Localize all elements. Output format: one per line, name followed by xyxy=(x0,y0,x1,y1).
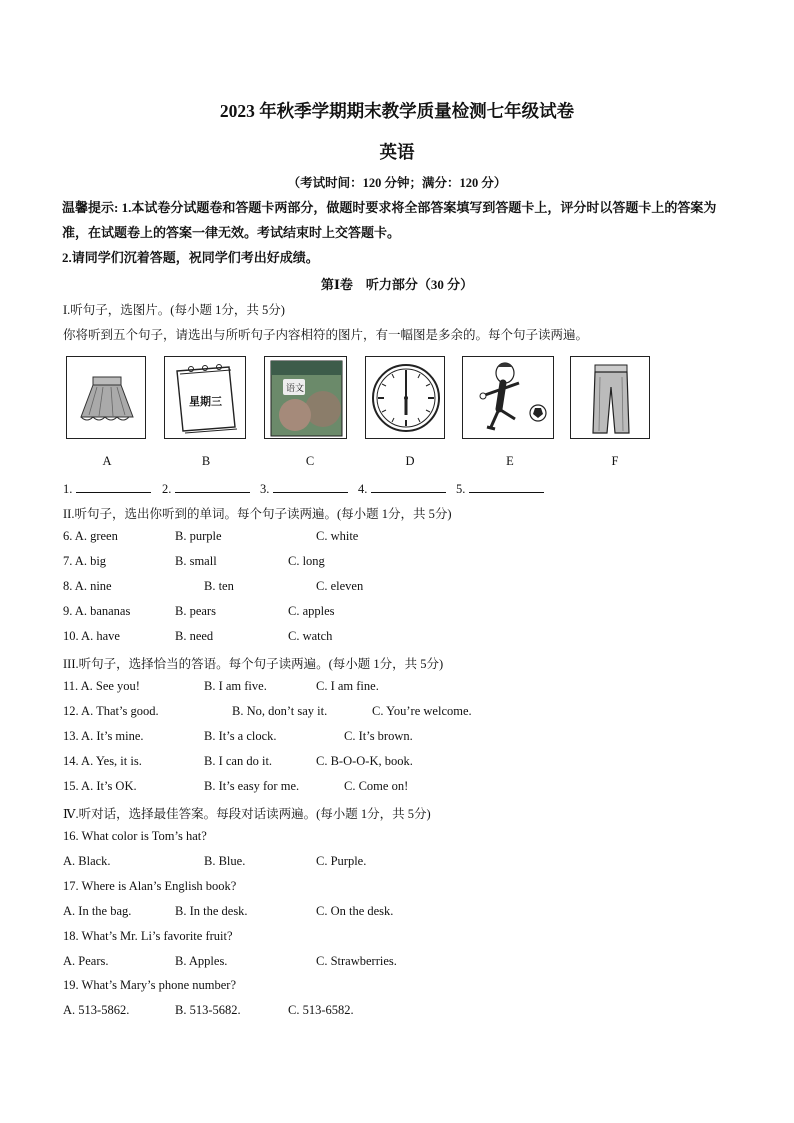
skirt-icon xyxy=(66,356,146,439)
option-a: 8. A. nine xyxy=(63,579,112,593)
question-17-text: 17. Where is Alan’s English book? xyxy=(63,879,237,893)
option-a: A. In the bag. xyxy=(63,904,132,918)
option-c: C. You’re welcome. xyxy=(372,704,472,718)
option-a: 6. A. green xyxy=(63,529,118,543)
answer-blank-label: 4. xyxy=(358,482,368,496)
option-b: B. 513-5682. xyxy=(175,1003,241,1017)
picture-letter-e: E xyxy=(506,454,514,468)
option-c: C. B-O-O-K, book. xyxy=(316,754,413,768)
answer-blank-4[interactable] xyxy=(358,480,446,497)
question-18-text: 18. What’s Mr. Li’s favorite fruit? xyxy=(63,929,233,943)
option-b: B. It’s a clock. xyxy=(204,729,277,743)
question-16-text: 16. What color is Tom’s hat? xyxy=(63,829,207,843)
answer-blank-1[interactable] xyxy=(63,480,151,497)
option-c: C. I am fine. xyxy=(316,679,379,693)
answer-blank-5[interactable] xyxy=(456,480,544,497)
option-b: B. ten xyxy=(204,579,234,593)
option-c: C. Come on! xyxy=(344,779,409,793)
option-c: C. apples xyxy=(288,604,335,618)
tip-1: 温馨提示: 1.本试卷分试题卷和答题卡两部分，做题时要求将全部答案填写到答题卡上，评分时以答题卡上的答案为准，在试题卷上的答案一律无效。考试结束时上交答题卡。 xyxy=(62,200,717,240)
option-c: C. watch xyxy=(288,629,333,643)
picture-letter-c: C xyxy=(305,454,315,468)
section-4-heading: Ⅳ.听对话，选择最佳答案。每段对话读两遍。(每小题 1分，共 5分) xyxy=(63,807,431,821)
section-2-heading: II.听句子，选出你听到的单词。每个句子读两遍。(每小题 1分，共 5分) xyxy=(63,507,452,521)
picture-letter-d: D xyxy=(405,454,415,468)
answer-blank-label: 3. xyxy=(260,482,270,496)
option-b: B. I am five. xyxy=(204,679,267,693)
option-a: 15. A. It’s OK. xyxy=(63,779,137,793)
answer-blank-label: 1. xyxy=(63,482,73,496)
trousers-icon xyxy=(570,356,650,439)
option-b: B. Blue. xyxy=(204,854,246,868)
option-a: 9. A. bananas xyxy=(63,604,131,618)
answer-blank-label: 2. xyxy=(162,482,172,496)
calendar-text: 星期三 xyxy=(189,395,222,408)
option-b: B. pears xyxy=(175,604,216,618)
picture-letter-b: B xyxy=(201,454,211,468)
option-c: C. On the desk. xyxy=(316,904,394,918)
option-a: 7. A. big xyxy=(63,554,107,568)
picture-letter-f: F xyxy=(611,454,619,468)
soccer-player-icon xyxy=(462,356,554,439)
section-3-heading: III.听句子，选择恰当的答语。每个句子读两遍。(每小题 1分，共 5分) xyxy=(63,657,444,671)
option-a: 14. A. Yes, it is. xyxy=(63,754,142,768)
answer-blank-2[interactable] xyxy=(162,480,250,497)
option-c: C. eleven xyxy=(316,579,364,593)
option-a: A. 513-5862. xyxy=(63,1003,130,1017)
option-b: B. purple xyxy=(175,529,222,543)
question-19-text: 19. What’s Mary’s phone number? xyxy=(63,978,236,992)
option-b: B. It’s easy for me. xyxy=(204,779,300,793)
answer-blank-label: 5. xyxy=(456,482,466,496)
option-b: B. Apples. xyxy=(175,954,228,968)
part-1-title: 第Ⅰ卷 听力部分（30 分） xyxy=(320,277,474,292)
option-a: A. Black. xyxy=(63,854,111,868)
section-1-heading: I.听句子，选图片。(每小题 1分，共 5分) xyxy=(63,303,285,317)
option-b: B. small xyxy=(175,554,217,568)
option-b: B. need xyxy=(175,629,214,643)
option-a: 10. A. have xyxy=(63,629,120,643)
option-c: C. Purple. xyxy=(316,854,367,868)
option-a: A. Pears. xyxy=(63,954,109,968)
option-a: 11. A. See you! xyxy=(63,679,140,693)
exam-title: 2023 年秋季学期期末教学质量检测七年级试卷 xyxy=(219,101,575,121)
textbook-icon xyxy=(264,356,347,439)
section-1-instruction: 你将听到五个句子，请选出与所听句子内容相符的图片，有一幅图是多余的。每个句子读两遍。 xyxy=(63,328,589,342)
option-c: C. 513-6582. xyxy=(288,1003,354,1017)
option-a: 12. A. That’s good. xyxy=(63,704,159,718)
option-c: C. long xyxy=(288,554,325,568)
subject-title: 英语 xyxy=(379,142,415,162)
clock-icon xyxy=(365,356,445,439)
option-b: B. In the desk. xyxy=(175,904,248,918)
option-b: B. No, don’t say it. xyxy=(232,704,328,718)
textbook-text: 语文 xyxy=(286,384,305,394)
exam-info: （考试时间：120 分钟；满分：120 分） xyxy=(287,176,507,190)
calendar-icon xyxy=(164,356,246,439)
option-a: 13. A. It’s mine. xyxy=(63,729,144,743)
tip-2: 2.请同学们沉着答题，祝同学们考出好成绩。 xyxy=(62,250,319,265)
picture-letter-a: A xyxy=(102,454,112,468)
option-c: C. Strawberries. xyxy=(316,954,397,968)
option-b: B. I can do it. xyxy=(204,754,273,768)
option-c: C. It’s brown. xyxy=(344,729,413,743)
answer-blank-3[interactable] xyxy=(260,480,348,497)
option-c: C. white xyxy=(316,529,359,543)
